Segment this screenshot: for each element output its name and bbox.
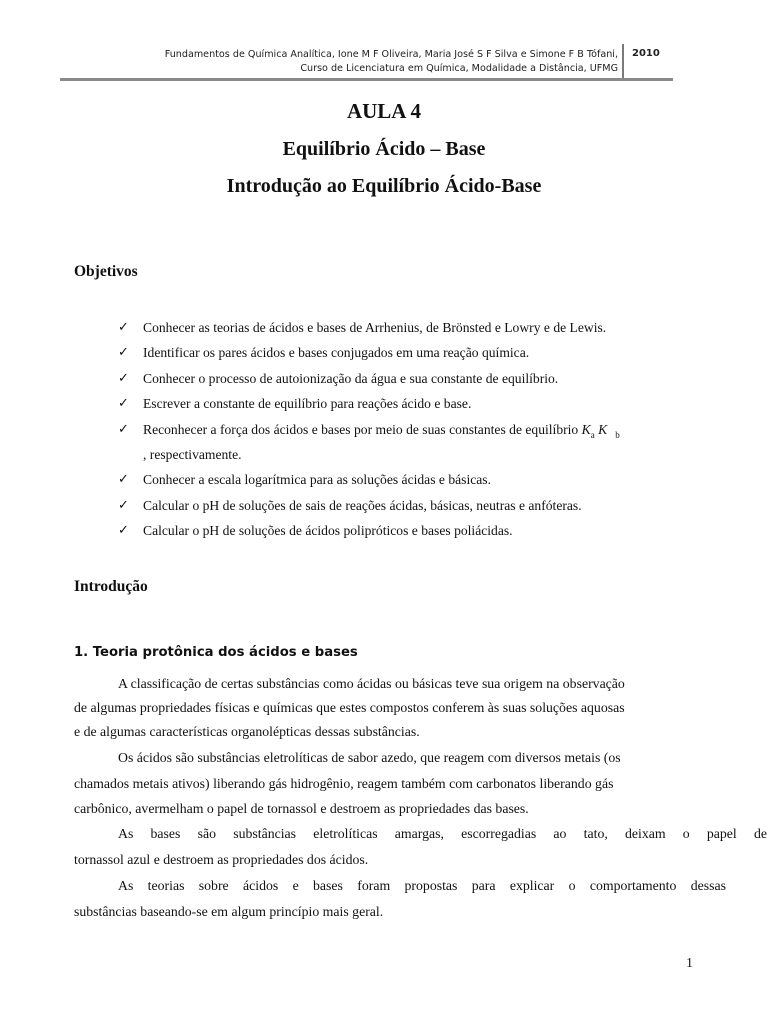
check-icon: ✓ bbox=[118, 523, 129, 539]
section-title: 1. Teoria protônica dos ácidos e bases bbox=[74, 645, 358, 660]
lesson-subtitle: Introdução ao Equilíbrio Ácido-Base bbox=[226, 175, 542, 197]
page-header bbox=[60, 44, 673, 77]
lesson-title: AULA 4 bbox=[346, 99, 422, 123]
kb-symbol: K bbox=[598, 421, 608, 437]
check-icon: ✓ bbox=[118, 472, 129, 488]
introducao-heading: Introdução bbox=[74, 578, 148, 595]
header-credits bbox=[165, 48, 618, 75]
paragraph-line: As teorias sobre ácidos e bases foram propostas para explicar o comportamento dessas bbox=[118, 878, 726, 893]
objective-text: Calcular o pH de soluções de ácidos polipróticos e bases poliácidas. bbox=[143, 523, 513, 539]
lesson-topic: Equilíbrio Ácido – Base bbox=[282, 138, 486, 160]
paragraph-line: de algumas propriedades físicas e químicas que estes compostos conferem às suas soluções aquosas bbox=[74, 700, 625, 715]
header-rule bbox=[60, 78, 673, 81]
header-line-2: Curso de Licenciatura em Química, Modalidade a Distância, UFMG bbox=[300, 62, 618, 74]
page-number: 1 bbox=[686, 956, 693, 971]
objetivos-heading: Objetivos bbox=[74, 263, 138, 280]
ka-symbol: K bbox=[581, 421, 591, 437]
check-icon: ✓ bbox=[118, 370, 129, 386]
paragraph-line: substâncias baseando-se em algum princípio mais geral. bbox=[74, 904, 384, 919]
objective-text: Conhecer as teorias de ácidos e bases de Arrhenius, de Brönsted e Lowry e de Lewis. bbox=[143, 320, 607, 335]
objective-text: Conhecer a escala logarítmica para as soluções ácidas e básicas. bbox=[143, 472, 491, 488]
check-icon: ✓ bbox=[118, 320, 129, 335]
paragraph-line: As bases são substâncias eletrolíticas amargas, escorregadias ao tato, deixam o papel de bbox=[118, 826, 767, 841]
header-separator bbox=[622, 44, 624, 78]
objective-text: Escrever a constante de equilíbrio para reações ácido e base. bbox=[143, 396, 472, 412]
check-icon: ✓ bbox=[118, 396, 129, 412]
paragraph-line: tornassol azul e destroem as propriedades dos ácidos. bbox=[74, 852, 369, 867]
check-icon: ✓ bbox=[118, 497, 129, 513]
ka-subscript: a bbox=[590, 429, 595, 440]
paragraph-line: chamados metais ativos) liberando gás hidrogênio, reagem também com carbonatos liberando gás bbox=[74, 776, 614, 791]
check-icon: ✓ bbox=[118, 345, 129, 361]
objective-text-main: Reconhecer a força dos ácidos e bases por meio de suas constantes de equilíbrio bbox=[143, 421, 579, 437]
paragraph-line: A classificação de certas substâncias como ácidas ou básicas teve sua origem na observação bbox=[118, 676, 625, 691]
paragraph-line: carbônico, avermelham o papel de tornassol e destroem as propriedades das bases. bbox=[74, 801, 529, 816]
check-icon: ✓ bbox=[118, 421, 129, 437]
objective-text: Calcular o pH de soluções de sais de reações ácidas, básicas, neutras e anfóteras. bbox=[143, 497, 582, 513]
objective-continuation: , respectivamente. bbox=[143, 446, 242, 462]
header-year: 2010 bbox=[632, 48, 660, 59]
paragraph-line: e de algumas características organolépticas dessas substâncias. bbox=[74, 724, 420, 739]
header-line-1: Fundamentos de Química Analítica, Ione M F Oliveira, Maria José S F Silva e Simone F B Tófani, bbox=[164, 49, 618, 60]
paragraph-line: Os ácidos são substâncias eletrolíticas de sabor azedo, que reagem com diversos metais (os bbox=[118, 750, 621, 765]
objective-text bbox=[143, 420, 620, 441]
objective-text: Identificar os pares ácidos e bases conjugados em uma reação química. bbox=[143, 345, 530, 361]
objective-text: Conhecer o processo de autoionização da água e sua constante de equilíbrio. bbox=[143, 370, 559, 386]
kb-subscript: b bbox=[615, 429, 620, 440]
